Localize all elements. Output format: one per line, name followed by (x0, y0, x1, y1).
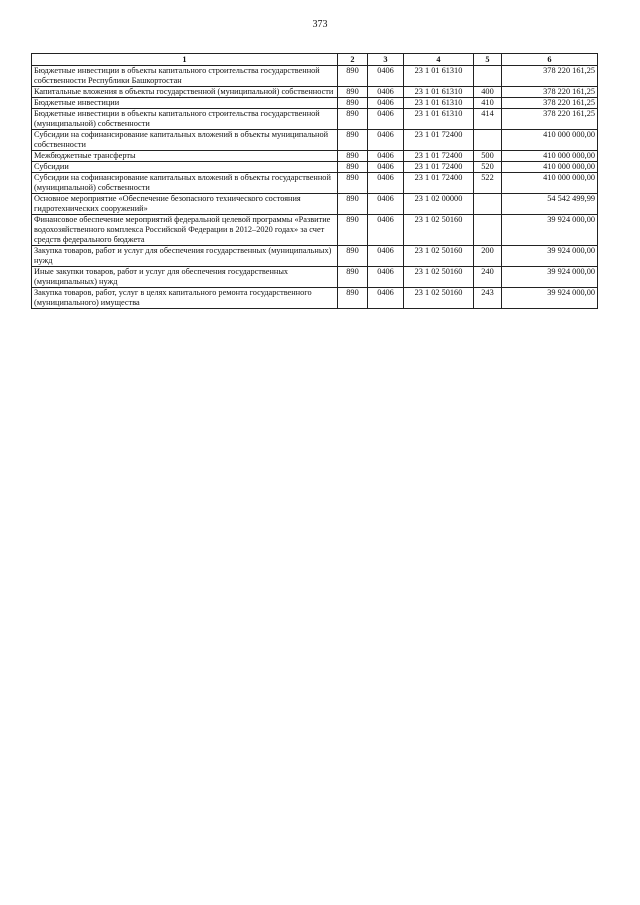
row-amount: 410 000 000,00 (502, 162, 598, 173)
row-target-code: 23 1 02 50160 (404, 288, 474, 309)
row-kind-code: 243 (474, 288, 502, 309)
header-col-1: 1 (32, 54, 338, 66)
row-admin-code: 890 (338, 98, 368, 109)
row-section-code: 0406 (368, 98, 404, 109)
row-amount: 410 000 000,00 (502, 130, 598, 151)
row-target-code: 23 1 02 50160 (404, 215, 474, 246)
row-section-code: 0406 (368, 151, 404, 162)
header-col-5: 5 (474, 54, 502, 66)
row-section-code: 0406 (368, 162, 404, 173)
row-admin-code: 890 (338, 173, 368, 194)
row-section-code: 0406 (368, 215, 404, 246)
row-name: Бюджетные инвестиции в объекты капитального строительства государственной собственности Республики Башкортостан (32, 66, 338, 87)
row-amount: 39 924 000,00 (502, 267, 598, 288)
row-target-code: 23 1 01 72400 (404, 173, 474, 194)
row-admin-code: 890 (338, 109, 368, 130)
header-col-3: 3 (368, 54, 404, 66)
row-kind-code: 240 (474, 267, 502, 288)
row-target-code: 23 1 02 50160 (404, 246, 474, 267)
row-section-code: 0406 (368, 109, 404, 130)
row-target-code: 23 1 01 72400 (404, 162, 474, 173)
row-name: Иные закупки товаров, работ и услуг для обеспечения государственных (муниципальных) нужд (32, 267, 338, 288)
page-number: 373 (312, 19, 328, 30)
table-row (32, 162, 598, 173)
row-admin-code: 890 (338, 288, 368, 309)
table-row (32, 246, 598, 267)
row-amount: 378 220 161,25 (502, 87, 598, 98)
row-target-code: 23 1 01 72400 (404, 151, 474, 162)
table-row (32, 173, 598, 194)
row-target-code: 23 1 02 00000 (404, 194, 474, 215)
row-admin-code: 890 (338, 194, 368, 215)
table-row (32, 215, 598, 246)
row-amount: 39 924 000,00 (502, 288, 598, 309)
row-amount: 378 220 161,25 (502, 109, 598, 130)
row-target-code: 23 1 01 61310 (404, 109, 474, 130)
row-name: Капитальные вложения в объекты государственной (муниципальной) собственности (32, 87, 338, 98)
row-kind-code: 522 (474, 173, 502, 194)
row-kind-code: 414 (474, 109, 502, 130)
row-target-code: 23 1 01 61310 (404, 98, 474, 109)
table-row (32, 194, 598, 215)
row-name: Субсидии (32, 162, 338, 173)
row-amount: 39 924 000,00 (502, 246, 598, 267)
row-section-code: 0406 (368, 246, 404, 267)
row-kind-code: 500 (474, 151, 502, 162)
row-admin-code: 890 (338, 130, 368, 151)
row-admin-code: 890 (338, 215, 368, 246)
table-row (32, 98, 598, 109)
row-section-code: 0406 (368, 173, 404, 194)
table-row (32, 288, 598, 309)
table-row (32, 87, 598, 98)
row-target-code: 23 1 01 61310 (404, 66, 474, 87)
row-name: Субсидии на софинансирование капитальных вложений в объекты муниципальной собственности (32, 130, 338, 151)
row-kind-code (474, 66, 502, 87)
row-target-code: 23 1 01 72400 (404, 130, 474, 151)
table-row (32, 267, 598, 288)
row-amount: 378 220 161,25 (502, 98, 598, 109)
table-row (32, 109, 598, 130)
row-name: Межбюджетные трансферты (32, 151, 338, 162)
table-row (32, 66, 598, 87)
table-row (32, 130, 598, 151)
row-section-code: 0406 (368, 194, 404, 215)
row-section-code: 0406 (368, 288, 404, 309)
header-row (32, 54, 598, 66)
row-admin-code: 890 (338, 246, 368, 267)
table-row (32, 151, 598, 162)
row-name: Закупка товаров, работ, услуг в целях капитального ремонта государственного (муниципального) имущества (32, 288, 338, 309)
row-name: Бюджетные инвестиции (32, 98, 338, 109)
row-name: Финансовое обеспечение мероприятий федеральной целевой программы «Развитие водохозяйственного комплекса Российской Федерации в 2012–2020 годах» за счет средств федерального бюджета (32, 215, 338, 246)
row-admin-code: 890 (338, 87, 368, 98)
budget-table (31, 53, 598, 309)
header-col-4: 4 (404, 54, 474, 66)
row-admin-code: 890 (338, 66, 368, 87)
row-section-code: 0406 (368, 130, 404, 151)
row-target-code: 23 1 02 50160 (404, 267, 474, 288)
row-amount: 39 924 000,00 (502, 215, 598, 246)
row-admin-code: 890 (338, 267, 368, 288)
row-section-code: 0406 (368, 267, 404, 288)
row-section-code: 0406 (368, 66, 404, 87)
row-kind-code (474, 194, 502, 215)
row-admin-code: 890 (338, 151, 368, 162)
row-admin-code: 890 (338, 162, 368, 173)
row-kind-code (474, 215, 502, 246)
header-col-2: 2 (338, 54, 368, 66)
row-amount: 410 000 000,00 (502, 151, 598, 162)
row-kind-code: 520 (474, 162, 502, 173)
row-kind-code (474, 130, 502, 151)
row-amount: 378 220 161,25 (502, 66, 598, 87)
row-amount: 54 542 499,99 (502, 194, 598, 215)
row-kind-code: 200 (474, 246, 502, 267)
row-kind-code: 410 (474, 98, 502, 109)
row-name: Закупка товаров, работ и услуг для обеспечения государственных (муниципальных) нужд (32, 246, 338, 267)
row-kind-code: 400 (474, 87, 502, 98)
row-name: Основное мероприятие «Обеспечение безопасного технического состояния гидротехнических сооружений» (32, 194, 338, 215)
row-name: Субсидии на софинансирование капитальных вложений в объекты государственной (муниципальной) собственности (32, 173, 338, 194)
row-amount: 410 000 000,00 (502, 173, 598, 194)
header-col-6: 6 (502, 54, 598, 66)
row-section-code: 0406 (368, 87, 404, 98)
row-name: Бюджетные инвестиции в объекты капитального строительства государственной (муниципальной) собственности (32, 109, 338, 130)
row-target-code: 23 1 01 61310 (404, 87, 474, 98)
